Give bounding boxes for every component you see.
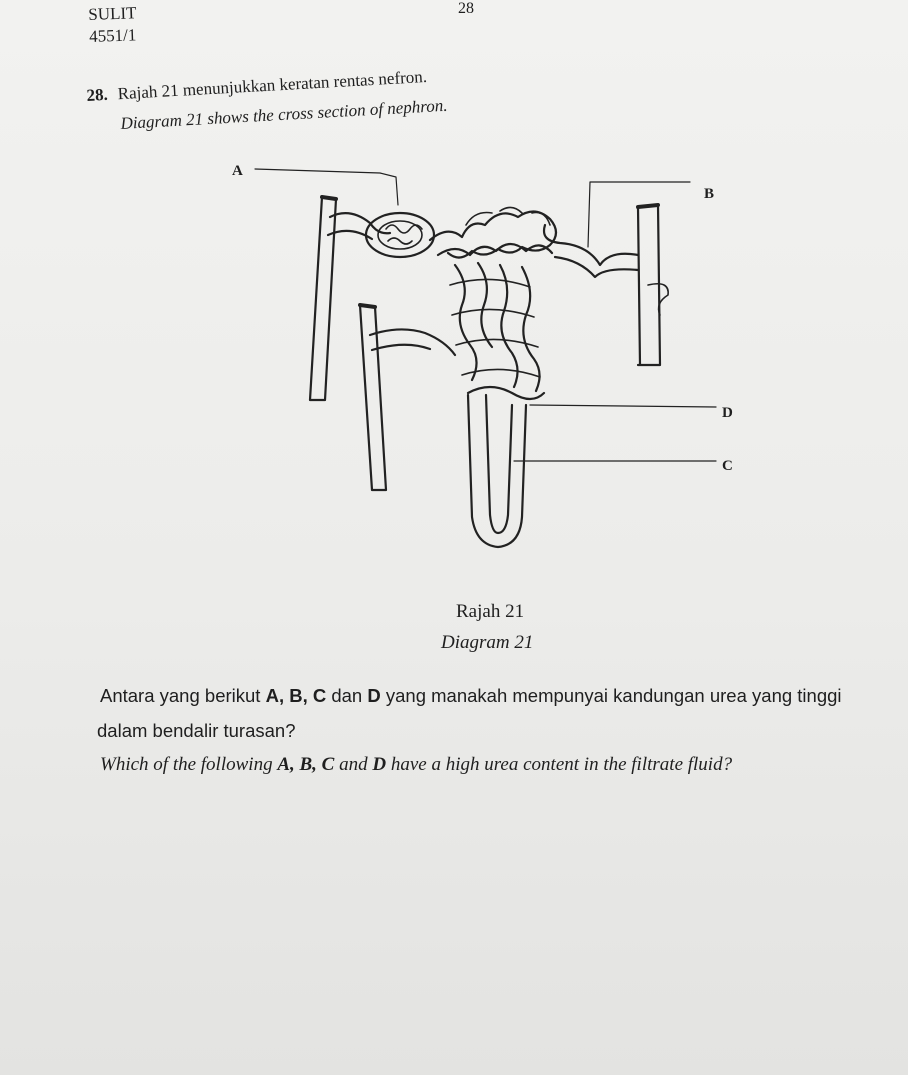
sulit-label: SULIT <box>88 3 137 24</box>
label-d-leader <box>530 405 716 407</box>
label-a: A <box>232 163 243 179</box>
question-intro-english: Diagram 21 shows the cross section of nephron. <box>120 95 448 133</box>
renal-artery <box>310 197 336 400</box>
label-d: D <box>722 405 733 421</box>
diagram-caption-english: Diagram 21 <box>441 632 534 653</box>
peritubular-capillaries <box>455 263 540 391</box>
question-stem-malay-line2: dalam bendalir turasan? <box>97 720 296 741</box>
paper-code: 4551/1 <box>88 25 137 46</box>
paper-header <box>88 2 138 48</box>
page-number: 28 <box>458 0 474 17</box>
nephron-diagram <box>200 155 760 555</box>
label-b: B <box>704 186 715 202</box>
bowmans-capsule <box>366 213 434 257</box>
distal-tubule <box>544 225 638 277</box>
diagram-caption-malay: Rajah 21 <box>456 601 525 622</box>
loop-of-henle <box>468 395 526 547</box>
question-stem-malay-line1: Antara yang berikut A, B, C dan D yang manakah mempunyai kandungan urea yang tinggi <box>100 685 842 706</box>
label-c: C <box>722 458 733 474</box>
question-intro-malay-text: Rajah 21 menunjukkan keratan rentas nefron. <box>117 66 428 104</box>
question-stem-english: Which of the following A, B, C and D have a high urea content in the filtrate fluid? <box>100 754 733 775</box>
question-number: 28. <box>86 84 109 105</box>
